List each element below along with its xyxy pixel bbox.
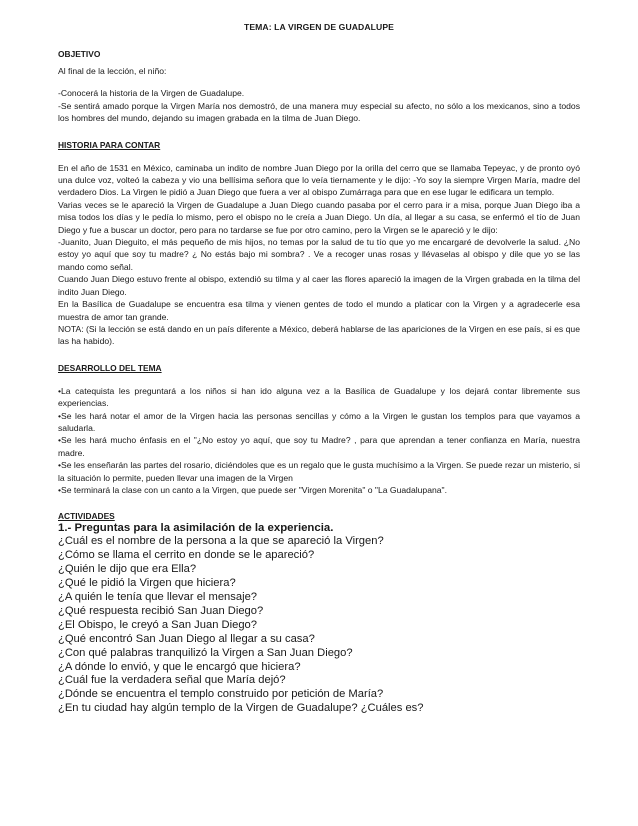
historia-paragraph: -Juanito, Juan Dieguito, el más pequeño de mis hijos, no temas por la salud de tu tío que yo me encargaré de devolverle la salud. ¿No estoy yo aquí que soy tu madre? ¿ No estás bajo mi sombra? . Ve a recoger unas rosas y llévaselas al obispo y dile que yo se las mando como señal. xyxy=(58,237,580,272)
question-item: ¿Cuál es el nombre de la persona a la que se apareció la Virgen? xyxy=(58,535,384,548)
historia-paragraph: En la Basílica de Guadalupe se encuentra esa tilma y vienen gentes de todo el mundo a platicar con la Virgen y a agradecerle esa muestra de amor tan grande. xyxy=(58,299,580,322)
question-list xyxy=(58,535,580,716)
desarrollo-point: •Se les enseñarán las partes del rosario, diciéndoles que es un regalo que le gusta muchísimo a la Virgen. Se puede rezar un misterio, si la situación lo permite, pueden llevar una imagen de la Virgen xyxy=(58,460,580,483)
desarrollo-section xyxy=(58,385,580,497)
objetivo-point: -Conocerá la historia de la Virgen de Guadalupe. xyxy=(58,88,245,99)
objetivo-heading: OBJETIVO xyxy=(58,49,101,59)
desarrollo-point: •La catequista les preguntará a los niños si han ido alguna vez a la Basílica de Guadalupe y los dejará contar libremente sus experiencias. xyxy=(58,385,580,409)
objetivo-section xyxy=(58,65,580,125)
question-item: ¿Cómo se llama el cerrito en donde se le apareció? xyxy=(58,549,315,562)
historia-paragraph: En el año de 1531 en México, caminaba un indito de nombre Juan Diego por la orilla del cerro que se llamaba Tepeyac, y de pronto oyó una dulce voz, volteó la cabeza y vio una bellísima señora que lo veía tiernamente y le dijo: -Yo soy la siempre Virgen María, madre del verdadero Dios. La Virgen le pidió a Juan Diego que fuera a ver al obispo Zumárraga para que en ese lugar le edificara un templo. xyxy=(58,162,580,198)
question-item: ¿El Obispo, le creyó a San Juan Diego? xyxy=(58,618,257,631)
desarrollo-heading: DESARROLLO DEL TEMA xyxy=(58,362,162,373)
question-item: ¿En tu ciudad hay algún templo de la Virgen de Guadalupe? ¿Cuáles es? xyxy=(58,702,424,715)
historia-heading: HISTORIA PARA CONTAR xyxy=(58,139,161,150)
desarrollo-point: •Se les hará notar el amor de la Virgen hacia las personas sencillas y cómo a la Virgen le gustan los templos para que vayamos a saludarla. xyxy=(58,410,580,433)
actividades-heading: ACTIVIDADES xyxy=(58,511,115,522)
question-item: ¿Qué encontró San Juan Diego al llegar a su casa? xyxy=(58,632,315,645)
question-item: ¿Con qué palabras tranquilizó la Virgen a San Juan Diego? xyxy=(58,646,353,659)
historia-section xyxy=(58,162,580,348)
desarrollo-point: •Se terminará la clase con un canto a la Virgen, que puede ser "Virgen Morenita" o "La Guadalupana". xyxy=(58,484,447,495)
question-item: ¿Quién le dijo que era Ella? xyxy=(58,563,197,576)
historia-paragraph: Varias veces se le apareció la Virgen de Guadalupe a Juan Diego cuando pasaba por el cerro para ir a misa, porque Juan Diego iba a misa todos los días y le pedía lo mismo, pero el obispo no le creía a Juan Diego. Un día, al llegar a su casa, se enfermó el tío de Juan Diego y fue a buscar un doctor, pero para no tardarse se fue por otro camino, pero la Virgen se le apareció y le dijo: xyxy=(58,199,580,235)
objetivo-point: -Se sentirá amado porque la Virgen María nos demostró, de una manera muy especial su afecto, no sólo a los mexicanos, sino a todos los hombres del mundo, dejando su imagen grabada en la tilma de Juan Diego. xyxy=(58,100,580,124)
question-item: ¿Cuál fue la verdadera señal que María dejó? xyxy=(58,674,286,687)
question-item: ¿Qué respuesta recibió San Juan Diego? xyxy=(58,604,264,617)
actividades-subheading: 1.- Preguntas para la asimilación de la experiencia. xyxy=(58,522,334,535)
question-item: ¿A dónde lo envió, y que le encargó que hiciera? xyxy=(58,660,301,673)
objetivo-intro: Al final de la lección, el niño: xyxy=(58,66,167,76)
question-item: ¿Qué le pidió la Virgen que hiciera? xyxy=(58,577,236,590)
question-item: ¿Dónde se encuentra el templo construido por petición de María? xyxy=(58,688,384,701)
historia-note: NOTA: (Si la lección se está dando en un país diferente a México, deberá hablarse de las apariciones de la Virgen en ese país, si es que las ha habido). xyxy=(58,323,580,347)
question-item: ¿A quién le tenía que llevar el mensaje? xyxy=(58,591,258,603)
desarrollo-point: •Se les hará mucho énfasis en el "¿No estoy yo aquí, que soy tu Madre? , para que aprendan a tener confianza en María, nuestra madre. xyxy=(58,435,580,458)
historia-paragraph: Cuando Juan Diego estuvo frente al obispo, extendió su tilma y al caer las flores apareció la imagen de la Virgen grabada en la tilma del indito Juan Diego. xyxy=(58,274,580,297)
document-title: TEMA: LA VIRGEN DE GUADALUPE xyxy=(243,22,394,32)
